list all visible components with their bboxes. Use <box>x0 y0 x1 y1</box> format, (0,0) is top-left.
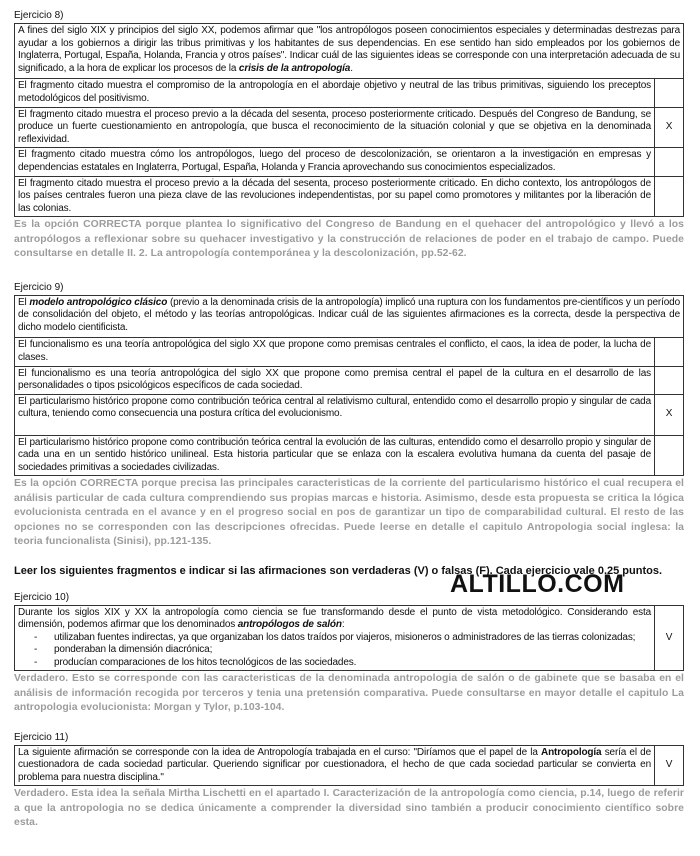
option-text: El fragmento citado muestra el compromiso de la antropología en el abordaje objetivo y neutral de las tribus primitivas, siguiendo los preceptos metodológicos del positivismo. <box>15 79 655 107</box>
question-text-part: Durante los siglos XIX y XX la antropología como ciencia se fue transformando desde el punto de vista metodológico. Considerando esta dimensión, podemos afirmar que los denominados <box>18 606 651 631</box>
feedback-text: Es la opción CORRECTA porque precisa las principales caracteristicas de la corriente del particularismo histórico el cual recupera el análisis particular de cada cultura comprendiendo sus propias marcas e historia. Asimismo, desde esta propuesta se critica la lógica evolucionista centrada en el avance y en el progreso social en pos de garantizar un tipo de comparabilidad cultural. El resto de las opciones no se corresponden con las descripciones ofrecidas. Puede leerse en detalle el capitulo Antropologia social inglesa: la teoria funcionalista (Sinisi), pp.121-135. <box>14 478 684 548</box>
answer-cell <box>655 366 684 394</box>
answer-cell: X <box>655 394 684 435</box>
option-row <box>15 176 684 217</box>
question-text-part: A fines del siglo XIX y principios del siglo XX, podemos afirmar que "los antropólogos poseen conocimientos especiales y determinadas destrezas para ayudar a los gobiernos a dirigir las tribus primitivas y los habitantes de sus dependencias. En ese sentido han sido empleados por los gobiernos de Inglaterra, Portugal, España, Holanda, Francia y otros países". Indicar cuál de las siguientes ideas se corresponde con una interpretación adecuada de su significado, a la hora de explicar los procesos de la <box>18 25 680 74</box>
exercise-10 <box>14 592 684 716</box>
exercise-10-table <box>14 605 684 672</box>
answer-cell <box>655 176 684 217</box>
question-bold: Antropología <box>541 746 602 758</box>
question-text <box>15 605 655 671</box>
option-text: El fragmento citado muestra cómo los antropólogos, luego del proceso de descolonización, se orientaron a la investigación en empresas y dependencias estatales en Inglaterra, Portugal, España, Holanda y Francia aprovechando sus conocimientos especializados. <box>15 148 655 176</box>
exercise-9-table <box>14 295 684 477</box>
exercise-title: Ejercicio 8) <box>14 10 64 21</box>
option-text: El funcionalismo es una teoría antropológica del siglo XX que propone como premisas centrales el conflicto, el caos, la idea de poder, la lucha de clases. <box>15 338 655 366</box>
option-text: El fragmento citado muestra el proceso previo a la década del sesenta, proceso posteriormente criticado. En dicho contexto, los antropólogos de los países centrales fueron una pieza clave de las revoluciones independentistas, por su papel como promotores y militantes por la liberación de las colonias. <box>15 176 655 217</box>
option-text: El particularismo histórico propone como contribución teórica central la evolución de las culturas, entendido como el desarrollo propio y singular de cada una en un sentido histórico unilineal. Esta historia particular que se enlaza con la escalera evolutiva humana da cuenta del pasaje de sociedades primitivas a sociedades civilizadas. <box>15 435 655 476</box>
exercise-title: Ejercicio 11) <box>14 731 69 743</box>
answer-cell <box>655 338 684 366</box>
question-text-part: sería el de cuestionadora de cada sociedad particular. Queriendo significar por cuestionadora, el hecho de que cada sociedad particular se convierta en problema para nuestra disciplina." <box>18 746 651 783</box>
option-row <box>15 107 684 148</box>
exercise-8 <box>14 10 684 262</box>
option-row <box>15 394 684 435</box>
answer-cell <box>655 148 684 176</box>
question-emphasis: antropólogos de salón <box>237 619 342 631</box>
exercise-11 <box>14 732 684 831</box>
question-text-part: (previo a la denominada crisis de la antropología) implicó una ruptura con los fundamentos pre-científicos y un período de consolidación del objeto, el método y las teorías antropológicas. Indicar cuál de las siguientes afirmaciones es la correcta, desde la perspectiva de dicho modelo cientificista. <box>18 296 680 333</box>
feedback-text: Verdadero. Esto se corresponde con las caracteristicas de la denominada antropologia de salón o de gabinete que se basaba en el análisis de información recogida por terceros y tenia una pretensión comparativa. Puede consultarse en mayor detalle el capitulo La antropologia evolucionista: Morgan y Tylor, p.103-104. <box>14 673 684 714</box>
exercise-8-table <box>14 23 684 217</box>
answer-cell: V <box>655 745 684 786</box>
question-text-part: : <box>341 619 345 631</box>
question-text <box>15 745 655 786</box>
statement-item: - utilizaban fuentes indirectas, ya que organizaban los datos traídos por viajeros, misioneros o administradores de las tierras colonizadas; <box>34 632 651 645</box>
feedback-text: Verdadero. Esta idea la señala Mirtha Lischetti en el apartado I. Caracterización de la antropología como ciencia, p.14, luego de referir a que la antropologia no se dedica únicamente a comprender la diversidad sino también a producir conocimiento científico sobre esta. <box>14 788 684 829</box>
answer-cell <box>655 79 684 107</box>
answer-cell: V <box>655 605 684 671</box>
watermark-logo: ALTILLO.COM <box>450 570 625 598</box>
section-instructions: Leer los siguientes fragmentos e indicar si las afirmaciones son verdaderas (V) o falsas (F). Cada ejercicio vale 0.25 puntos. <box>14 564 663 577</box>
option-row <box>15 338 684 366</box>
statement-list <box>18 632 651 670</box>
exercise-11-table <box>14 745 684 787</box>
exercise-9 <box>14 282 684 550</box>
option-text: El particularismo histórico propone como contribución teórica central al relativismo cultural, entendido como el desarrollo propio y singular de cada cultura, teniendo como consecuencia una postura crítica del evolucionismo. <box>15 394 655 435</box>
option-text: El fragmento citado muestra el proceso previo a la década del sesenta, proceso posteriormente criticado. Después del Congreso de Bandung, se produce un fuerte cuestionamiento en antropología, que busca el reconocimiento de la situación colonial y que se objetiva en la denominada reflexividad. <box>15 107 655 148</box>
question-text <box>15 24 684 79</box>
question-text <box>15 295 684 338</box>
statement-item: - ponderaban la dimensión diacrónica; <box>34 644 651 657</box>
option-row <box>15 366 684 394</box>
exercise-title: Ejercicio 10) <box>14 591 70 603</box>
question-emphasis: crisis de la antropología <box>238 62 351 74</box>
exam-page <box>14 10 684 831</box>
option-row <box>15 148 684 176</box>
statement-item: - producían comparaciones de los hitos tecnológicos de las sociedades. <box>34 657 651 670</box>
question-emphasis: modelo antropológico clásico <box>29 296 168 308</box>
question-text-part: . <box>350 62 353 74</box>
question-text-part: La siguiente afirmación se corresponde con la idea de Antropología trabajada en el curso: "Diríamos que el papel de la <box>18 746 542 758</box>
feedback-text: Es la opción CORRECTA porque plantea lo significativo del Congreso de Bandung en el quehacer del antropológico y llevó a los antropólogos a reflexionar sobre su quehacer investigativo y la construcción de relaciones de poder en el trabajo de campo. Puede consultarse en detalle II. 2. La antropología contemporánea y la descolonización, pp.52-62. <box>14 219 684 260</box>
answer-cell: X <box>655 107 684 148</box>
question-text-part: El <box>18 296 30 308</box>
option-row <box>15 435 684 476</box>
exercise-title: Ejercicio 9) <box>14 281 64 293</box>
option-row <box>15 79 684 107</box>
answer-cell <box>655 435 684 476</box>
option-text: El funcionalismo es una teoría antropológica del siglo XX que propone como premisa central el papel de la cultura en el desarrollo de las personalidades o tipos psicológicos específicos de cada sociedad. <box>15 366 655 394</box>
